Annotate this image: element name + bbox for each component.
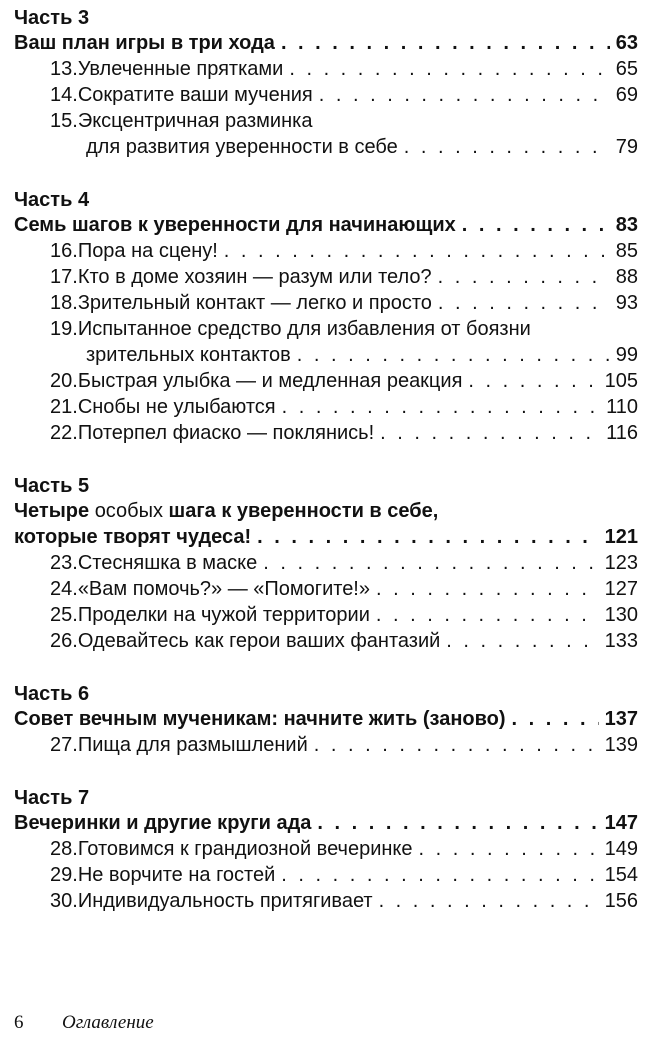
part-title-segment: шага к уверенности в себе,: [168, 500, 439, 522]
chapter-number: 19.: [50, 318, 78, 340]
dot-leader: [281, 862, 598, 888]
dot-leader: [468, 368, 598, 394]
part-title-line[interactable]: [14, 30, 638, 56]
part-title: Семь шагов к уверенности для начинающих: [14, 214, 456, 236]
part-label: Часть 5: [14, 475, 90, 497]
dot-leader: [317, 810, 598, 836]
page-number: 88: [615, 266, 638, 288]
chapter-entry[interactable]: [14, 368, 638, 394]
part-title: Ваш план игры в три хода: [14, 32, 275, 54]
chapter-number: 25.: [50, 604, 78, 626]
chapter-title: Быстрая улыбка — и медленная реакция: [77, 370, 463, 392]
dot-leader: [281, 30, 610, 56]
chapter-entry[interactable]: [14, 342, 638, 368]
chapter-number: 23.: [50, 552, 78, 574]
part-4: [14, 160, 638, 446]
chapter-title: Индивидуальность притягивает: [77, 890, 373, 912]
dot-leader: [319, 82, 610, 108]
chapter-entry[interactable]: [14, 420, 638, 446]
chapter-title: Увлеченные прятками: [77, 58, 284, 80]
part-title: Вечеринки и другие круги ада: [14, 812, 312, 834]
part-title-segment: особых: [94, 500, 169, 522]
chapter-entry-first-line[interactable]: [14, 316, 638, 342]
dot-leader: [438, 290, 610, 316]
chapter-title-line1: Испытанное средство для избавления от боязни: [77, 318, 531, 340]
dot-leader: [282, 394, 601, 420]
page-number: 121: [604, 526, 638, 548]
chapter-title: Снобы не улыбаются: [77, 396, 276, 418]
chapter-title-line1: Эксцентричная разминка: [77, 110, 313, 132]
chapter-number: 28.: [50, 838, 78, 860]
part-label: Часть 6: [14, 683, 90, 705]
part-label: Часть 4: [14, 189, 90, 211]
page-number: 116: [606, 422, 638, 444]
part-6: [14, 654, 638, 758]
page-number: 83: [615, 214, 638, 236]
table-of-contents: [14, 0, 638, 914]
chapter-entry[interactable]: [14, 576, 638, 602]
dot-leader: [224, 238, 610, 264]
part-7: [14, 758, 638, 914]
dot-leader: [379, 888, 599, 914]
dot-leader: [462, 212, 610, 238]
part-title-line[interactable]: [14, 212, 638, 238]
dot-leader: [438, 264, 610, 290]
page-number: 99: [615, 344, 638, 366]
chapter-number: 21.: [50, 396, 78, 418]
page-number: 133: [604, 630, 638, 652]
chapter-number: 15.: [50, 110, 78, 132]
chapter-entry[interactable]: [14, 82, 638, 108]
chapter-entry[interactable]: [14, 602, 638, 628]
chapter-entry[interactable]: [14, 862, 638, 888]
page-number: 154: [604, 864, 638, 886]
chapter-title: Не ворчите на гостей: [77, 864, 276, 886]
chapter-number: 22.: [50, 422, 78, 444]
part-label: Часть 3: [14, 7, 90, 29]
chapter-entry[interactable]: [14, 238, 638, 264]
chapter-number: 20.: [50, 370, 78, 392]
chapter-title: Пища для размышлений: [77, 734, 308, 756]
footer-section-title: Оглавление: [62, 1012, 154, 1033]
dot-leader: [289, 56, 609, 82]
chapter-number: 30.: [50, 890, 78, 912]
chapter-entry[interactable]: [14, 628, 638, 654]
part-title: Совет вечным мученикам: начните жить (заново): [14, 708, 506, 730]
dot-leader: [314, 732, 599, 758]
chapter-title: Потерпел фиаско — поклянись!: [77, 422, 375, 444]
part-title-segment: Четыре: [14, 500, 95, 522]
dot-leader: [380, 420, 600, 446]
chapter-title: Стесняшка в маске: [77, 552, 258, 574]
chapter-number: 26.: [50, 630, 78, 652]
page-number: 69: [615, 84, 638, 106]
footer-page-number: 6: [14, 1012, 24, 1033]
dot-leader: [376, 576, 599, 602]
chapter-number: 24.: [50, 578, 78, 600]
chapter-title: Зрительный контакт — легко и просто: [77, 292, 432, 314]
page-number: 93: [615, 292, 638, 314]
chapter-number: 29.: [50, 864, 78, 886]
chapter-title: Сократите ваши мучения: [77, 84, 313, 106]
chapter-entry-first-line[interactable]: [14, 108, 638, 134]
page-number: 123: [604, 552, 638, 574]
page-number: 105: [604, 370, 638, 392]
part-5: [14, 446, 638, 654]
part-title-first-line[interactable]: [14, 498, 638, 524]
chapter-entry[interactable]: [14, 836, 638, 862]
dot-leader: [376, 602, 599, 628]
chapter-entry[interactable]: [14, 290, 638, 316]
page-number: 127: [604, 578, 638, 600]
page-number: 85: [615, 240, 638, 262]
page-number: 110: [606, 396, 638, 418]
chapter-title: «Вам помочь?» — «Помогите!»: [77, 578, 370, 600]
chapter-title: Кто в доме хозяин — разум или тело?: [77, 266, 432, 288]
page-number: 139: [604, 734, 638, 756]
chapter-title: для развития уверенности в себе: [86, 136, 398, 158]
dot-leader: [263, 550, 598, 576]
chapter-title: Пора на сцену!: [77, 240, 218, 262]
chapter-number: 13.: [50, 58, 78, 80]
page-number: 147: [604, 812, 638, 834]
chapter-number: 17.: [50, 266, 78, 288]
page-number: 79: [615, 136, 638, 158]
part-title: которые творят чудеса!: [14, 526, 252, 548]
chapter-number: 27.: [50, 734, 78, 756]
page-number: 130: [604, 604, 638, 626]
chapter-entry[interactable]: [14, 264, 638, 290]
part-title-line[interactable]: [14, 524, 638, 550]
chapter-title: зрительных контактов: [86, 344, 291, 366]
chapter-number: 18.: [50, 292, 78, 314]
dot-leader: [257, 524, 598, 550]
page-number: 137: [604, 708, 638, 730]
dot-leader: [446, 628, 598, 654]
chapter-title: Готовимся к грандиозной вечеринке: [77, 838, 413, 860]
chapter-entry[interactable]: [14, 888, 638, 914]
page-number: 156: [604, 890, 638, 912]
chapter-entry[interactable]: [14, 394, 638, 420]
chapter-entry[interactable]: [14, 56, 638, 82]
page-number: 65: [615, 58, 638, 80]
dot-leader: [297, 342, 610, 368]
part-title-line[interactable]: [14, 706, 638, 732]
chapter-entry[interactable]: [14, 550, 638, 576]
chapter-entry[interactable]: [14, 134, 638, 160]
part-label: Часть 7: [14, 787, 90, 809]
dot-leader: [512, 706, 599, 732]
page-number: 63: [615, 32, 638, 54]
part-title-line[interactable]: [14, 810, 638, 836]
page-number: 149: [604, 838, 638, 860]
chapter-number: 16.: [50, 240, 78, 262]
chapter-title: Проделки на чужой территории: [77, 604, 370, 626]
dot-leader: [404, 134, 610, 160]
chapter-title: Одевайтесь как герои ваших фантазий: [77, 630, 441, 652]
part-3: [14, 0, 638, 160]
chapter-entry[interactable]: [14, 732, 638, 758]
page-footer: [14, 1012, 154, 1034]
dot-leader: [419, 836, 599, 862]
chapter-number: 14.: [50, 84, 78, 106]
